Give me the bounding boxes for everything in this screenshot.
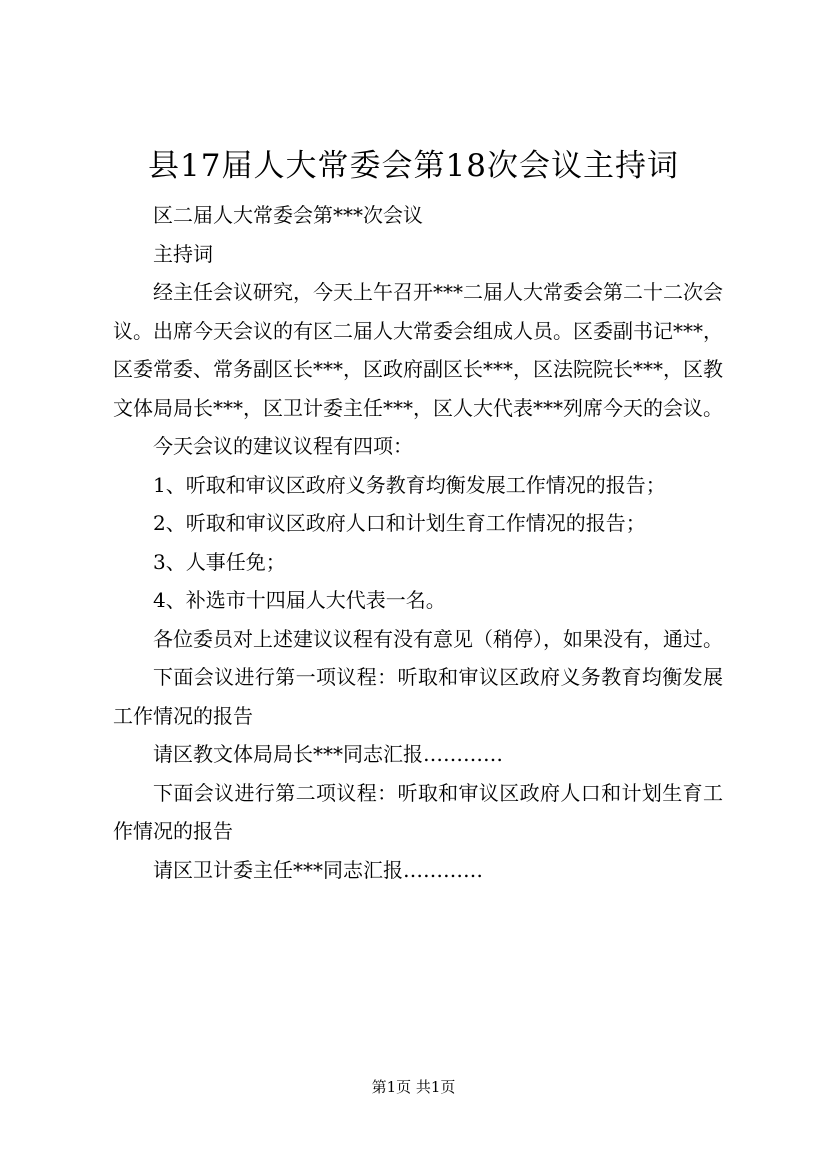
agenda-item-1: 1、听取和审议区政府义务教育均衡发展工作情况的报告； (153, 472, 666, 497)
paragraph-intro: 经主任会议研究，今天上午召开***二届人大常委会第二十二次会议。出席今天会议的有区二届人大常委会组成人员。区委副书记***，区委常委、常务副区长***，区政府副区长***，区法院院长***，区教文体局局长***，区卫计委主任***，区人大代表***列席今天的会议。 (113, 280, 723, 420)
paragraph-report-one: 请区教文体局局长***同志汇报………… (153, 742, 503, 766)
agenda-item-3: 3、人事任免； (153, 549, 286, 574)
paragraph-item-two: 下面会议进行第二项议程：听取和审议区政府人口和计划生育工作情况的报告 (113, 780, 723, 843)
agenda-item-2: 2、听取和审议区政府人口和计划生育工作情况的报告； (153, 511, 646, 535)
document-title: 县17届人大常委会第18次会议主持词 (148, 148, 679, 184)
paragraph-agenda-heading: 今天会议的建议议程有四项： (153, 434, 413, 458)
paragraph-approval: 各位委员对上述建议议程有没有意见（稍停），如果没有，通过。 (153, 626, 723, 651)
agenda-item-4: 4、补选市十四届人大代表一名。 (153, 588, 446, 612)
paragraph-report-two: 请区卫计委主任***同志汇报………… (153, 857, 483, 882)
paragraph-session: 区二届人大常委会第***次会议 (153, 203, 423, 227)
paragraph-subtitle: 主持词 (153, 241, 213, 266)
page-footer: 第1页 共1页 (371, 1078, 456, 1096)
paragraph-item-one: 下面会议进行第一项议程：听取和审议区政府义务教育均衡发展工作情况的报告 (113, 665, 723, 728)
document-body (113, 196, 723, 889)
